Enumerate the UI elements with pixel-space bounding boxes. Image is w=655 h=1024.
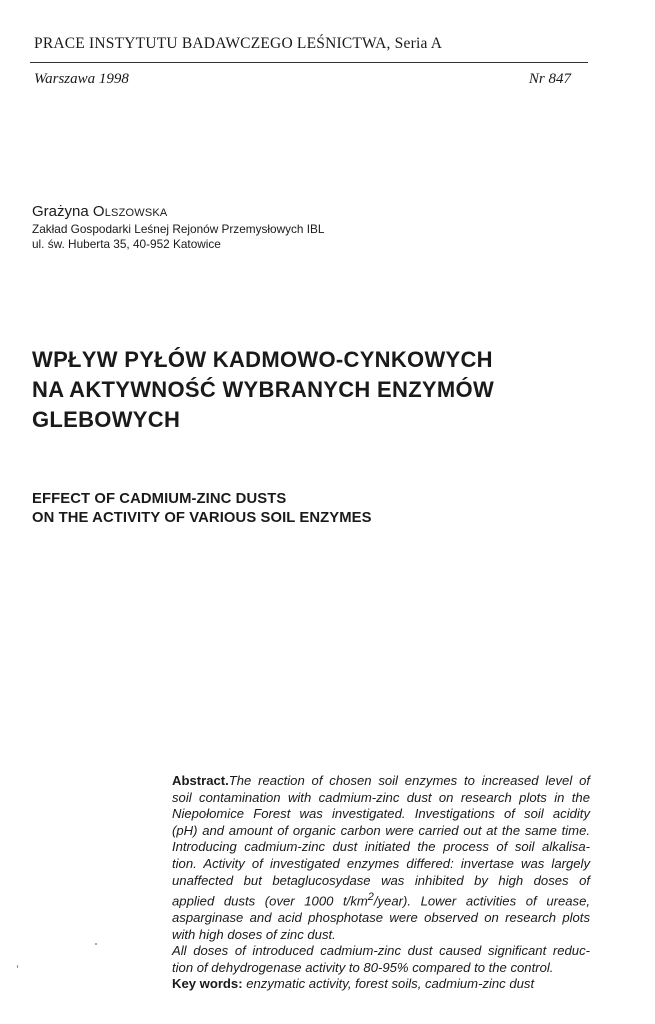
header-rule — [30, 62, 588, 63]
address-line: ul. św. Huberta 35, 40-952 Katowice — [32, 237, 221, 251]
abstract-line: Niepołomice Forest was investigated. Investigations of soil acidity — [172, 806, 590, 822]
dust-dose-exponent: 2 — [367, 891, 374, 904]
place-and-year: Warszawa 1998 — [34, 71, 129, 87]
scan-speck — [95, 943, 97, 945]
issue-number: Nr 847 — [528, 71, 571, 87]
keywords-text: enzymatic activity, forest soils, cadmium-zinc dust — [246, 976, 535, 992]
abstract-line: tion of dehydrogenase activity to 80-95% compared to the control. — [172, 959, 554, 975]
polish-title — [32, 345, 612, 435]
keywords-line — [172, 976, 590, 993]
english-title-line: ON THE ACTIVITY OF VARIOUS SOIL ENZYMES — [32, 510, 372, 526]
dust-dose-text: applied dusts (over 1000 t/km — [172, 893, 368, 909]
abstract-line: (pH) and amount of organic carbon were carried out at the same time. — [172, 822, 590, 838]
abstract-line: with high doses of zinc dust. — [172, 926, 336, 942]
abstract-first-line: The reaction of chosen soil enzymes to increased level of — [228, 773, 590, 788]
author-given-name: Grażyna — [32, 203, 89, 220]
abstract-line: unaffected but betaglucosydase was inhibited by high doses of — [172, 872, 590, 888]
keywords-label: Key words: — [172, 976, 243, 992]
author-block — [32, 202, 324, 252]
polish-title-line: NA AKTYWNOŚĆ WYBRANYCH ENZYMÓW — [32, 377, 495, 402]
abstract-line — [172, 773, 590, 790]
author-surname: Olszowska — [92, 203, 168, 220]
author-name — [32, 202, 324, 222]
abstract-label: Abstract. — [172, 773, 229, 788]
dust-dose-text-end: /year). Lower activities of urease, — [373, 893, 590, 909]
abstract-line: asparginase and acid phosphotase were observed on research plots — [172, 910, 590, 926]
abstract-line — [172, 889, 590, 910]
english-title — [32, 490, 592, 528]
abstract-line: soil contamination with cadmium-zinc dust on research plots in the — [172, 789, 590, 805]
abstract-line: All doses of introduced cadmium-zinc dust caused significant reduc- — [172, 943, 590, 959]
abstract-block — [172, 773, 590, 993]
polish-title-line: GLEBOWYCH — [32, 407, 181, 432]
affiliation-line: Zakład Gospodarki Leśnej Rejonów Przemysłowych IBL — [32, 222, 325, 236]
abstract-line: Introducing cadmium-zinc dust initiated the process of soil alkalisa- — [172, 839, 590, 855]
polish-title-line: WPŁYW PYŁÓW KADMOWO-CYNKOWYCH — [32, 347, 493, 372]
journal-series-header: PRACE INSTYTUTU BADAWCZEGO LEŚNICTWA, Seria A — [34, 35, 443, 52]
scan-speck — [17, 965, 18, 968]
english-title-line: EFFECT OF CADMIUM-ZINC DUSTS — [32, 491, 287, 507]
abstract-line: tion. Activity of investigated enzymes differed: invertase was largely — [172, 855, 590, 871]
